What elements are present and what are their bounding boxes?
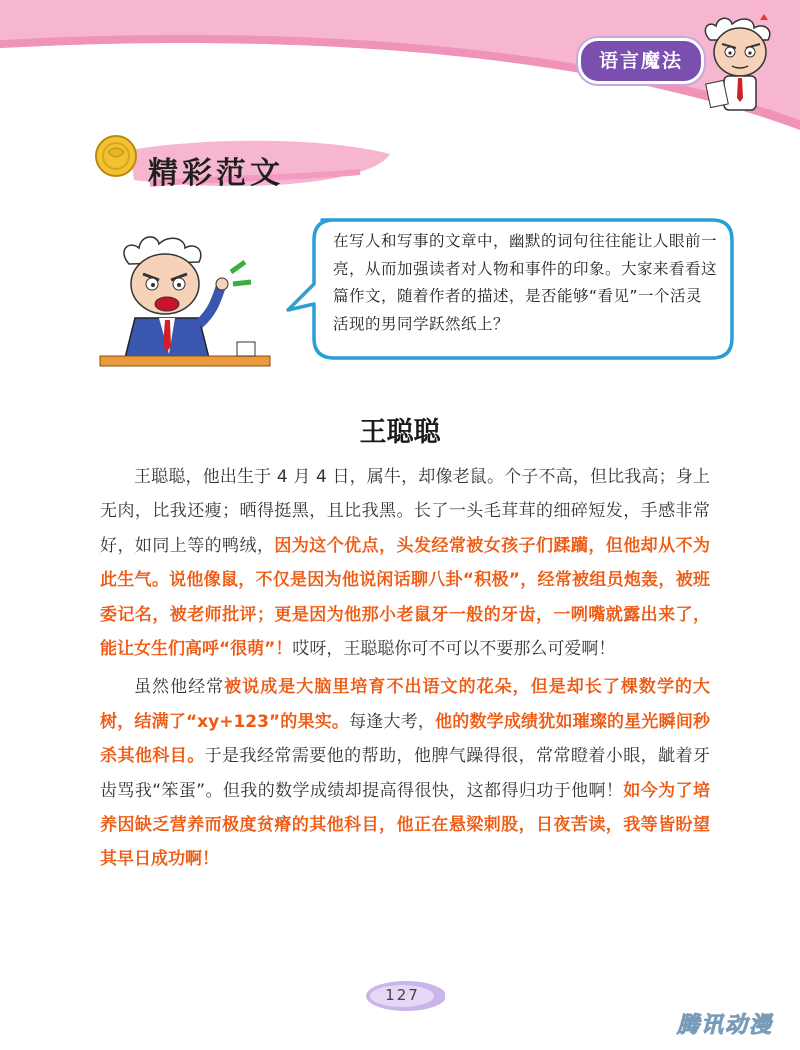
teacher-mascot-icon bbox=[95, 228, 285, 378]
highlight-run: 他的数学成绩犹如璀璨的星光瞬间秒杀其他科目。 bbox=[100, 711, 711, 767]
highlight-run: 被说成是大脑里培育不出语文的花朵，但是却长了棵数学的大树，结满了“xy+123”的果实。 bbox=[100, 677, 711, 732]
text-run: 于是我经常需要他的帮助，他脾气躁得很，常常瞪着小眼，龇着牙齿骂我“笨蛋”。但我的数学成绩却提高得很快，这都得归功于他啊！ bbox=[100, 746, 711, 801]
article-body bbox=[100, 460, 710, 877]
watermark: 腾讯动漫 bbox=[676, 1013, 773, 1038]
article-title: 王聪聪 bbox=[359, 417, 441, 448]
teacher-mascot-icon bbox=[690, 10, 800, 120]
chapter-tag: 语言魔法 bbox=[578, 38, 704, 84]
paragraph-2 bbox=[100, 670, 710, 876]
text-run: 哎呀，王聪聪你可不可以不要那么可爱啊！ bbox=[292, 639, 616, 660]
paragraph-1 bbox=[100, 460, 710, 666]
highlight-run: 如今为了培养因缺乏营养而极度贫瘠的其他科目，他正在悬梁刺股，日夜苦读，我等皆盼望其早日成功啊！ bbox=[100, 780, 711, 870]
section-title: 精彩范文 bbox=[148, 156, 284, 191]
intro-text: 在写人和写事的文章中，幽默的词句往往能让人眼前一亮，从而加强读者对人物和事件的印象。大家来看看这篇作文，随着作者的描述，是否能够“看见”一个活灵活现的男同学跃然纸上？ bbox=[333, 232, 718, 333]
highlight-run: 因为这个优点，头发经常被女孩子们蹂躏，但他却从不为此生气。说他像鼠，不仅是因为他说闲话聊八卦“积极”，经常被组员炮轰，被班委记名，被老师批评；更是因为他那小老鼠牙一般的牙齿，一咧嘴就露出来了，能让女生们高呼“很萌”！ bbox=[100, 535, 711, 660]
page-number: 127 bbox=[385, 986, 420, 1004]
text-run: 王聪聪，他出生于 4 月 4 日，属牛，却像老鼠。个子不高，但比我高；身上无肉，比我还瘦；晒得挺黑，且比我黑。长了一头毛茸茸的细碎短发，手感非常好，如同上等的鸭绒， bbox=[100, 467, 710, 556]
text-run: 每逢大考， bbox=[349, 711, 436, 732]
text-run: 虽然他经常 bbox=[134, 677, 225, 698]
